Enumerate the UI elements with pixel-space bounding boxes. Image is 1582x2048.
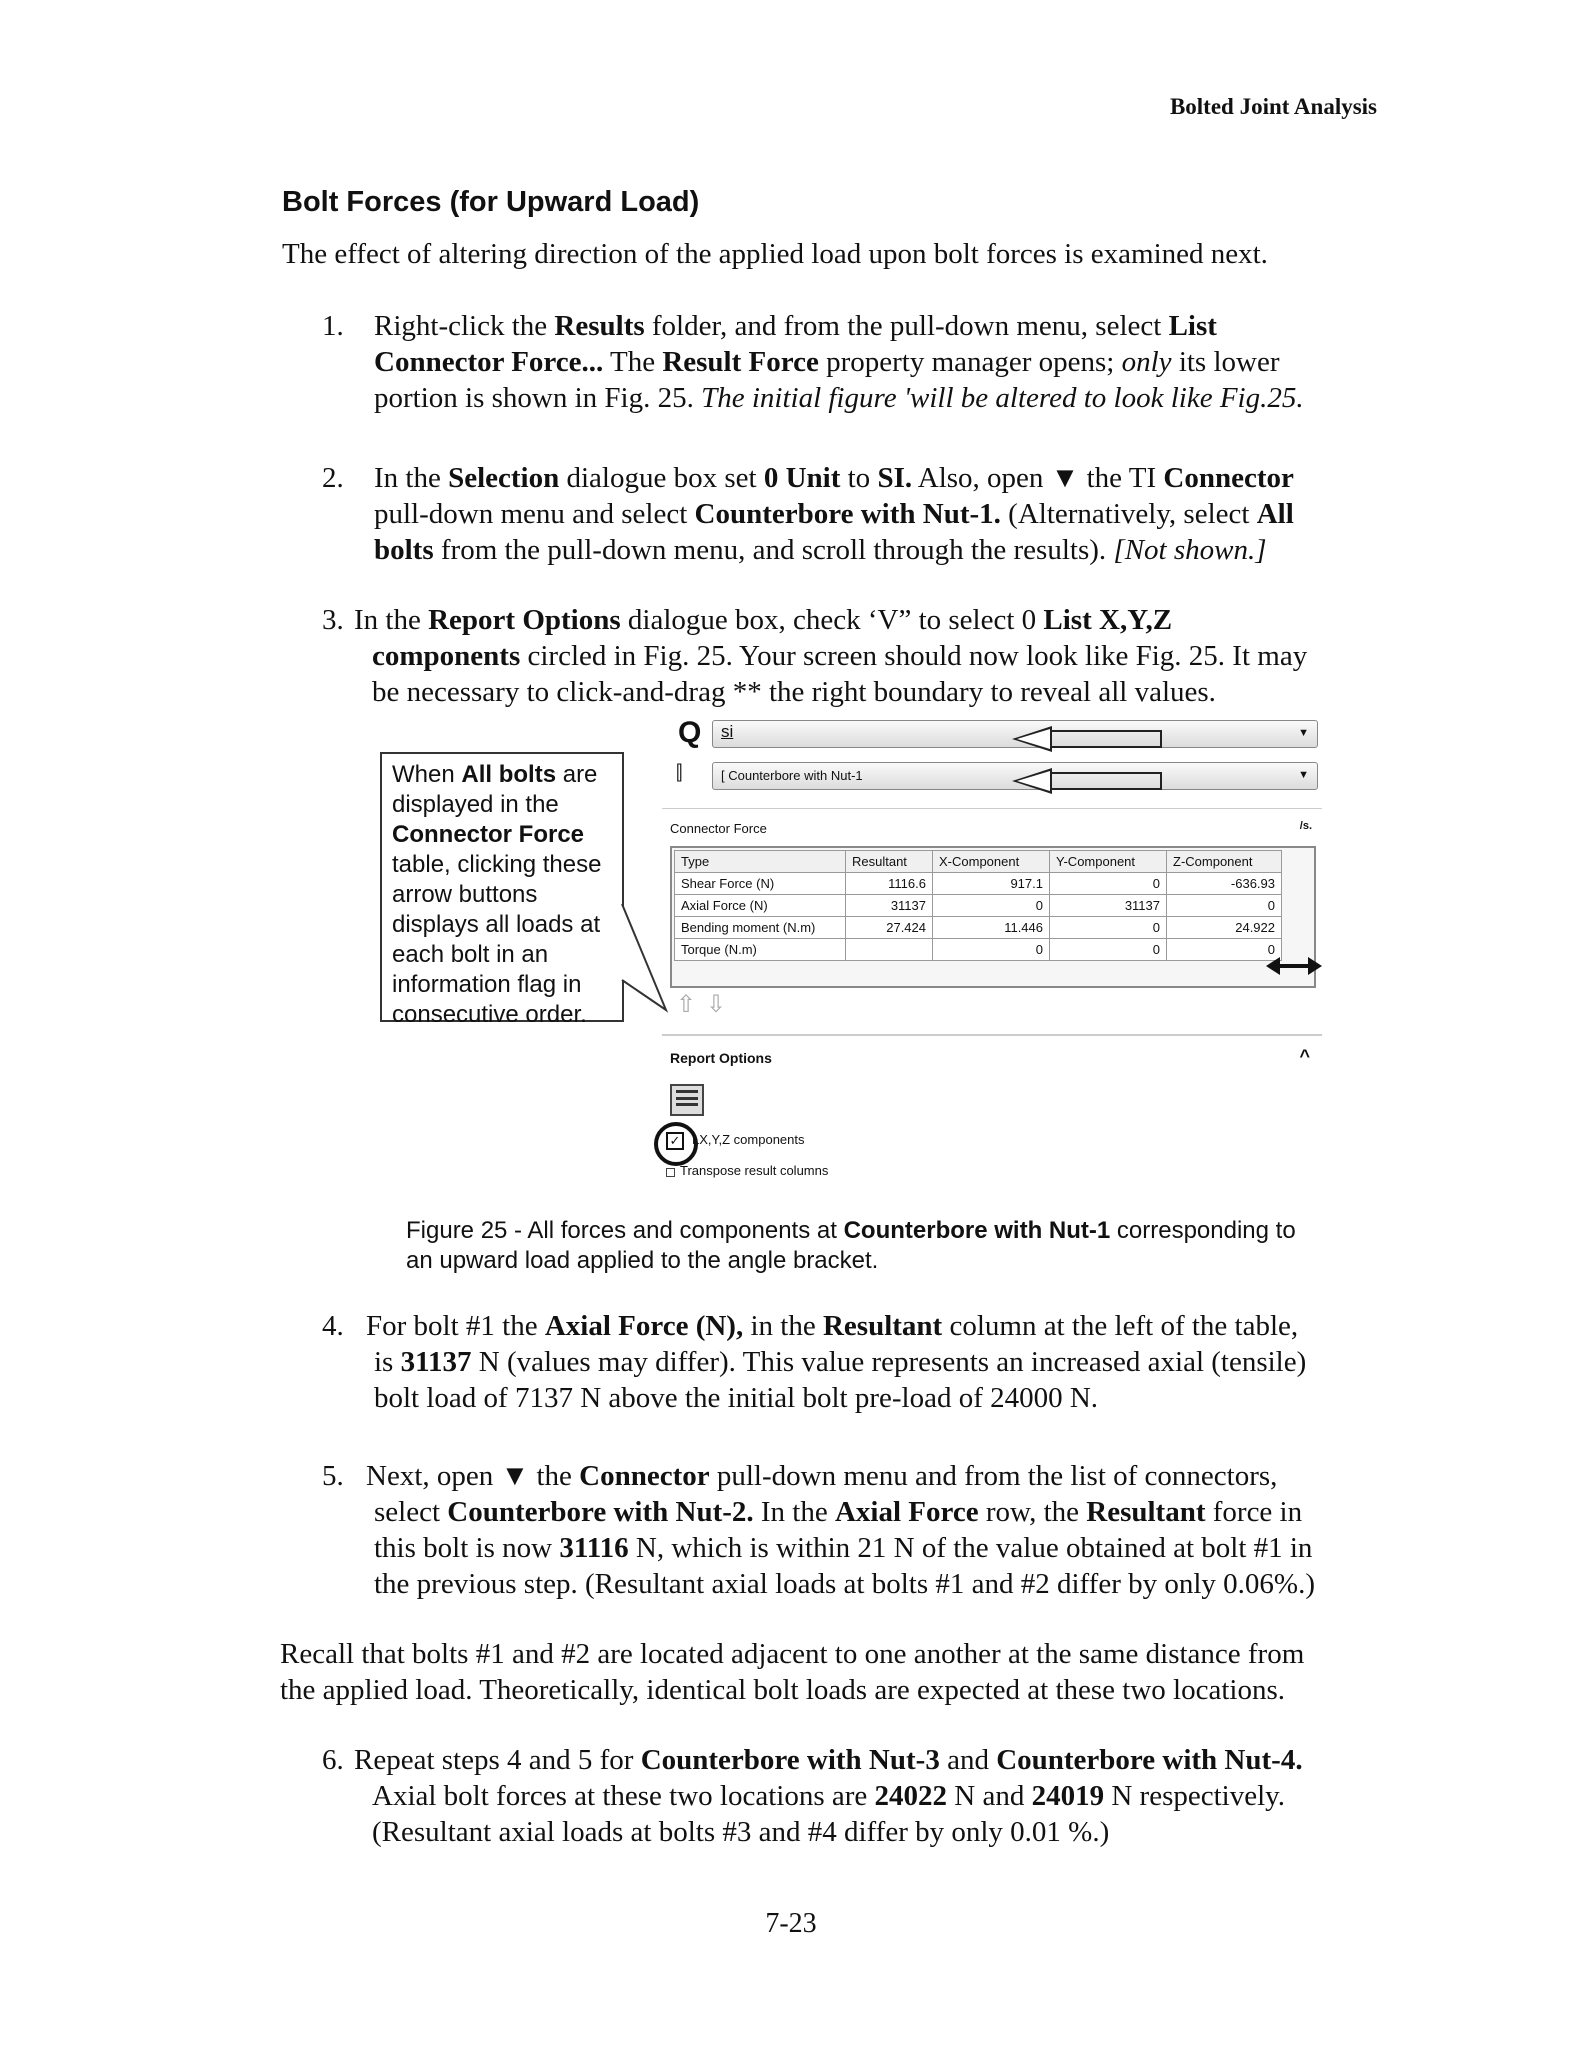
connector-value: [ Counterbore with Nut-1 <box>721 768 863 783</box>
report-options-label: Report Options <box>670 1050 772 1066</box>
table-row: Shear Force (N) 1116.6 917.1 0 -636.93 <box>675 873 1282 895</box>
connector-force-table-frame <box>670 846 1316 988</box>
table-row: Torque (N.m) 0 0 0 <box>675 939 1282 961</box>
report-icon[interactable] <box>670 1084 704 1116</box>
arrow-up-icon[interactable]: ⇧ <box>676 991 697 1018</box>
intro-paragraph: The effect of altering direction of the applied load upon bolt forces is examined next. <box>282 238 1268 270</box>
chevron-down-icon: ▼ <box>1298 769 1309 781</box>
table-row: Bending moment (N.m) 27.424 11.446 0 24.922 <box>675 917 1282 939</box>
table-header-row: Type Resultant X-Component Y-Component Z-Component <box>675 851 1282 873</box>
connector-force-table <box>674 850 1282 961</box>
result-force-panel <box>662 716 1322 1190</box>
transpose-checkbox[interactable] <box>666 1168 675 1177</box>
resize-handle-icon[interactable] <box>1266 954 1322 978</box>
recall-paragraph: Recall that bolts #1 and #2 are located adjacent to one another at the same distance from the applied load. Theoretically, identical bolt loads are expected at these two locations. <box>280 1638 1305 1706</box>
callout-box: When All bolts are displayed in the Connector Force table, clicking these arrow buttons displays all loads at each bolt in an information flag in consecutive order. <box>380 752 624 1022</box>
arrow-down-icon[interactable]: ⇩ <box>706 991 727 1018</box>
page-number: 7-23 <box>765 1908 817 1939</box>
transpose-label: Transpose result columns <box>680 1163 829 1178</box>
chevron-up-icon[interactable]: ^ <box>1299 1046 1310 1066</box>
section-title: Bolt Forces (for Upward Load) <box>282 186 700 218</box>
connector-force-label: Connector Force <box>670 821 767 836</box>
bolt-icon: ⫿ <box>676 762 683 784</box>
units-value: si <box>721 722 734 741</box>
list-xyz-label: LX,Y,Z components <box>692 1132 805 1147</box>
running-header: Bolted Joint Analysis <box>1169 94 1377 119</box>
table-row: Axial Force (N) 31137 0 31137 0 <box>675 895 1282 917</box>
list-xyz-checkbox[interactable]: ✓ <box>666 1132 684 1150</box>
figure-caption: Figure 25 - All forces and components at Counterbore with Nut-1 corresponding to an upward load applied to the angle bracket. <box>406 1217 1296 1274</box>
chevron-down-icon: ▼ <box>1298 727 1309 739</box>
units-icon: Q <box>678 716 702 749</box>
corner-mark: /s. <box>1299 820 1312 832</box>
